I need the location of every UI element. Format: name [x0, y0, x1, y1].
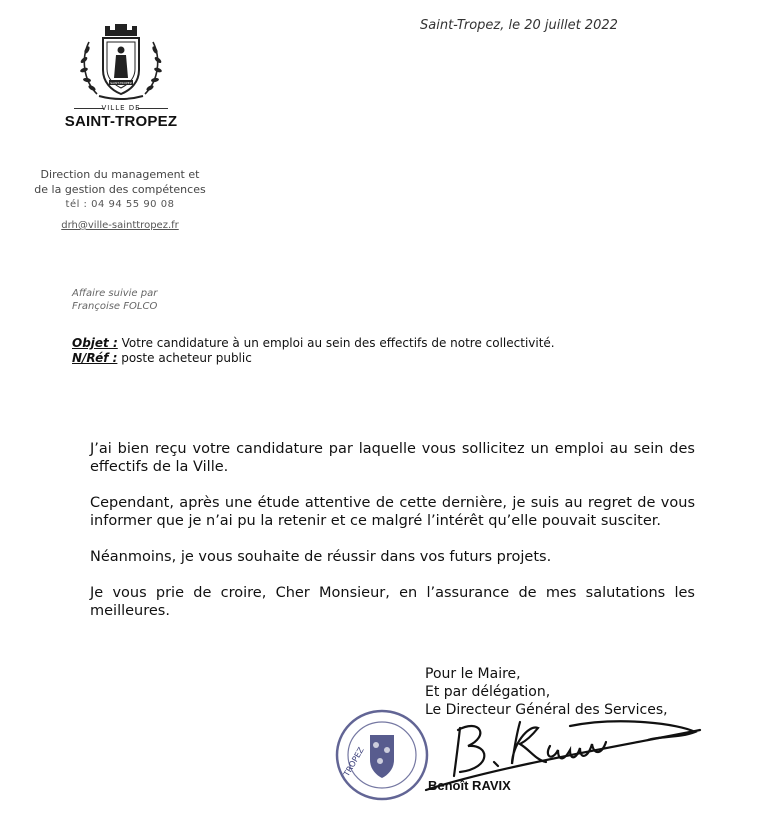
signature-line-1: Pour le Maire, — [425, 666, 521, 682]
city-logo — [58, 20, 184, 130]
subject-block — [72, 336, 555, 366]
crest-text: SAINT-TROPEZ — [110, 81, 132, 85]
coat-of-arms-icon — [75, 20, 167, 102]
object-text: Votre candidature à un emploi au sein des effectifs de notre collectivité. — [117, 336, 555, 350]
body-paragraph-2: Cependant, après une étude attentive de cette dernière, je suis au regret de vous informer que je n’ai pu la retenir et ce malgré l’intérêt qu’elle pouvait susciter. — [90, 495, 695, 529]
followed-by — [72, 287, 157, 313]
body-paragraph-4: Je vous prie de croire, Cher Monsieur, en l’assurance de mes salutations les meilleures. — [90, 585, 695, 619]
logo-subtitle: VILLE DE — [58, 104, 184, 112]
followed-by-name: Françoise FOLCO — [72, 301, 158, 312]
reference-line — [72, 351, 555, 366]
signature-line-3: Le Directeur Général des Services, — [425, 702, 668, 718]
department-line-2: de la gestion des compétences — [34, 183, 206, 196]
stamp-text: TROPEZ — [341, 745, 366, 778]
body-paragraph-1: J’ai bien reçu votre candidature par laquelle vous sollicitez un emploi au sein des effectifs de la Ville. — [90, 441, 695, 475]
department-email-link[interactable]: drh@ville-sainttropez.fr — [61, 220, 179, 231]
department-line-1: Direction du management et — [40, 168, 200, 181]
letter-body — [90, 440, 695, 638]
signature-line-2: Et par délégation, — [425, 684, 551, 700]
body-paragraph-3: Néanmoins, je vous souhaite de réussir dans vos futurs projets. — [90, 549, 552, 565]
logo-title: SAINT-TROPEZ — [64, 113, 178, 130]
object-line — [72, 336, 555, 351]
letter-date: Saint-Tropez, le 20 juillet 2022 — [420, 18, 618, 33]
object-label: Objet : — [72, 336, 118, 350]
reference-text: poste acheteur public — [117, 351, 252, 365]
department-tel: tél : 04 94 55 90 08 — [65, 199, 175, 210]
reference-label: N/Réf : — [72, 351, 118, 365]
followed-by-label: Affaire suivie par — [72, 288, 158, 299]
department-block — [20, 167, 220, 233]
signatory-name: Benoît RAVIX — [428, 778, 511, 793]
